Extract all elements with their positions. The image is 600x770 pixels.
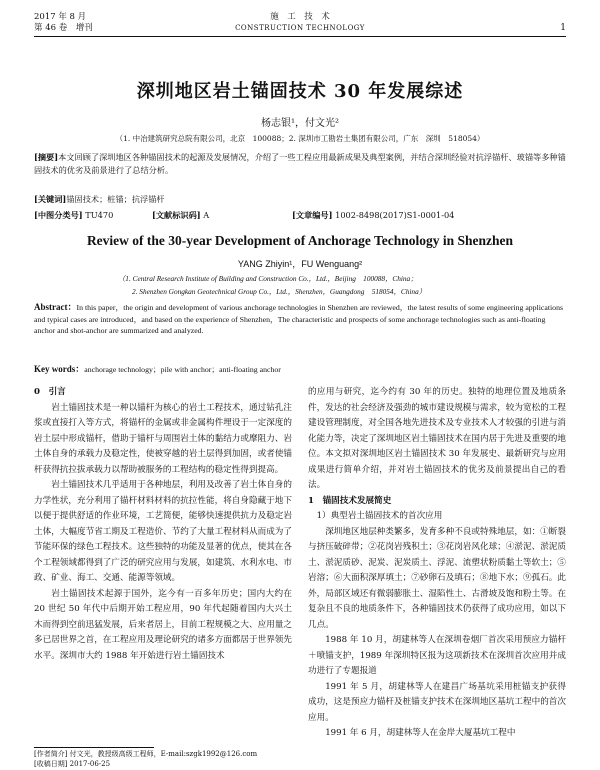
article-number-field [292,210,454,221]
abstract-cn-label: [摘要] [34,152,59,162]
clc-field [34,210,113,221]
affiliation-en [118,272,426,298]
keywords-cn [34,194,165,205]
clc-value: TU470 [85,210,114,220]
affiliation-cn: （1. 中冶建筑研究总院有限公司，北京 100088；2. 深圳市工勘岩土集团有限公司，广东 深圳 518054） [115,134,485,143]
header-rule [34,36,566,37]
affiliation-en-line: 2. Shenzhen Gongkan Geotechnical Group Co.，Ltd.，Shenzhen，Guangdong 518054，China） [132,287,427,296]
keywords-en-label: Key words： [34,364,85,374]
abstract-cn [34,151,566,177]
journal-name-en: CONSTRUCTION TECHNOLOGY [235,24,365,32]
page-number: 1 [560,23,566,33]
abstract-en-text: In this paper，the origin and development of various anchorage technologies in Shenzhen are reviewed，the latest results of some engineering applications and typical cases are introduced，and based on the experience of Shenzhen，The characteristic and prospects of some anchorage technologies such as anti-floating anchor and shot-anchor are summarized and analyzed. [34,303,564,336]
body-paragraph: 岩土锚固技术几乎适用于各种地层，利用及改善了岩土体自身的力学性状，充分利用了锚杆材料材料的抗拉性能，将自身隐藏于地下以便于提供舒适的作业环境，工艺简便，能够快速提供抗力及稳定岩土体，大幅度节省工期及工程造价、节约了大量工程材料从而成为了节能环保的绿色工程技术。这些独特的功能及显著的优点，使其在各个工程领域都得到了广泛的研究应用与发展，如建筑、水利水电、市政、矿业、海工、交通、能源等领域。 [34,480,292,583]
doc-code-field [152,210,209,221]
running-header-center [200,12,400,34]
clc-label: [中图分类号] [34,210,83,220]
article-number-label: [文章编号] [292,210,333,220]
keywords-cn-label: [关键词] [34,194,67,204]
paper-title-cn: 深圳地区岩土锚固技术 30 年发展综述 [136,81,464,102]
issue-volume: 第 46 卷 增刊 [34,23,93,33]
keywords-en-text: anchorage technology；pile with anchor；anti-floating anchor [84,365,281,374]
body-column-left [34,385,292,664]
authors-en: YANG Zhiyin¹，FU Wenguang² [237,259,363,269]
section-heading: 0 引言 [34,387,66,397]
footnote-rule [34,747,154,748]
body-paragraph: 岩土锚固技术是一种以锚杆为核心的岩土工程技术，通过钻孔注浆或直接打入等方式，将锚杆的金属或非金属构件埋设于一定深度的岩土层中形成锚杆，借助于锚杆与周围岩土体的黏结力或摩阻力、岩土体自身的承载力及稳定性，使被穿越的岩土层得到加固，或者使锚杆获得抗拉拔承载力以帮助被服务的工程结构的稳定性得到提高。 [34,402,292,475]
doc-code-value: A [203,210,210,220]
footnote [34,749,257,769]
body-paragraph: 岩土锚固技术起源于国外，迄今有一百多年历史；国内大约在 20 世纪 50 年代中后期开始工程应用，90 年代起随着国内大兴土木而得到空前迅猛发展，后来者居上，目前工程规模之大、应用量之多已居世界之首，在工程应用及理论研究的诸多方面都居于世界领先水平。深圳市大约 1988 年开始进行岩土锚固技术 [34,588,292,661]
abstract-cn-text: 本文回顾了深圳地区各种锚固技术的起源及发展情况，介绍了一些工程应用最新成果及典型案例，并结合深圳经验对抗浮锚杆、玻锚等多种锚固技术的优劣及前景进行了总结分析。 [34,152,566,175]
body-paragraph: 深圳地区地层种类繁多，发育多种不良或特殊地层，如：①断裂与挤压破碎带；②花岗岩残积土；③花岗岩风化球；④淤泥、淤泥质土、淤泥质砂、泥炭、泥炭质土、浮泥、流塑状粉质黏土等软土；⑤岩溶；⑥大面积深厚填土；⑦砂卵石及填石；⑧地下水；⑨孤石。此外，局部区域还有微弱膨胀土、湿陷性土、古滑坡及饱和粉土等。在复杂且不良的地质条件下，各种锚固技术仍获得了成功应用，如以下几点。 [308,526,566,630]
doc-code-label: [文献标识码] [152,210,201,220]
issue-date: 2017 年 8 月 [34,12,87,22]
section-heading: 1 锚固技术发展简史 [308,495,392,506]
affiliation-en-line: （1. Central Research Institute of Building and Construction Co.，Ltd.，Beijing 100088，China； [118,274,418,283]
body-column-right [308,385,566,742]
paper-title-en: Review of the 30-year Development of Anchorage Technology in Shenzhen [86,233,514,248]
article-number-value: 1002-8498(2017)S1-0001-04 [335,210,455,220]
keywords-en [34,362,281,375]
keywords-cn-text: 锚固技术；桩锚；抗浮锚杆 [66,194,165,204]
subsection-heading: 1）典型岩土锚固技术的首次应用 [316,511,443,521]
abstract-en-label: Abstract： [34,302,77,312]
author-bio: [作者简介] 付文光，教授级高级工程师，E-mail:szgk1992@126.com [34,750,258,758]
abstract-en [34,302,566,337]
running-header-left [34,12,93,34]
journal-name-cn: 施 工 技 术 [270,12,330,22]
authors-cn: 杨志银¹，付文光² [260,118,340,129]
body-paragraph: 1991 年 6 月，胡建林等人在金岸大厦基坑工程中 [325,728,516,738]
body-paragraph: 1988 年 10 月，胡建林等人在深圳卷烟厂首次采用预应力锚杆＋喷锚支护，1989 年深圳特区报为这项新技术在深圳首次应用并成功进行了专题报道 [308,635,566,676]
body-paragraph: 1991 年 5 月，胡建林等人在建昌广场基坑采用桩锚支护获得成功，这是预应力锚杆及桩锚支护技术在深圳地区基坑工程中的首次应用。 [308,681,566,723]
body-paragraph: 的应用与研究，迄今约有 30 年的历史。独特的地理位置及地质条件，发达的社会经济及强劲的城市建设规模与需求，较为宽松的工程建设管理制度，对全国各地先进技术及专业技术人才较强的引进与消化能力等，决定了深圳地区岩土锚固技术在国内居于先进及重要的地位。本文拟对深圳地区岩土锚固技术 30 年发展史、最新研究与应用成果进行简单介绍，并对岩土锚固技术的优劣及前景提出自己的看法。 [308,387,566,490]
received-date: [收稿日期] 2017-06-25 [34,760,111,768]
